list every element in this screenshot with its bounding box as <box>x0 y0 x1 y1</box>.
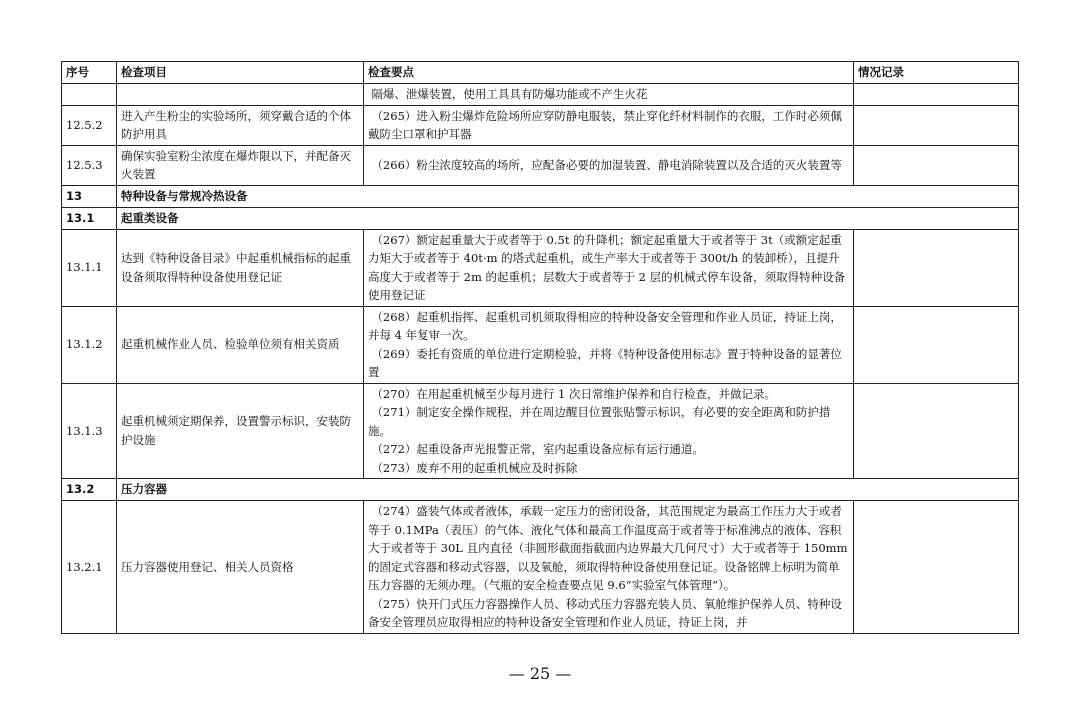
inspection-requirements <box>364 383 854 479</box>
inspection-item <box>117 84 364 106</box>
item-number <box>62 84 117 106</box>
section-row <box>62 479 1019 501</box>
record-cell[interactable] <box>854 383 1019 479</box>
table-row <box>62 145 1019 185</box>
section-row <box>62 207 1019 229</box>
table-row <box>62 229 1019 306</box>
inspection-item: 起重机械作业人员、检验单位须有相关资质 <box>117 306 364 383</box>
header-col-requirement: 检查要点 <box>364 62 854 84</box>
requirement-text: （274）盛装气体或者液体，承载一定压力的密闭设备，其范围规定为最高工作压力大于或者等于 0.1MPa（表压）的气体、液化气体和最高工作温度高于或者等于标准沸点的液体、容积大于或者等于 30L 且内直径（非圆形截面指截面内边界最大几何尺寸）大于或者等于 150mm 的固定式容器和移动式容器，以及氧舱，须取得特种设备使用登记证。设备铭牌上标明为简单压力容器的无须办理。（气瓶的安全检查要点见 9.6“实验室气体管理”）。 <box>368 504 848 592</box>
record-cell[interactable] <box>854 229 1019 306</box>
requirement-text: （272）起重设备声光报警正常，室内起重设备应标有运行通道。 <box>371 442 704 456</box>
table-header-row <box>62 62 1019 84</box>
requirement-text: （275）快开门式压力容器操作人员、移动式压力容器充装人员、氧舱维护保养人员、特种设备安全管理员应取得相应的特种设备安全管理和作业人员证，持证上岗，并 <box>368 596 842 629</box>
table-row <box>62 383 1019 479</box>
inspection-requirements <box>364 105 854 145</box>
item-number: 13.1.2 <box>62 306 117 383</box>
inspection-item: 进入产生粉尘的实验场所，须穿戴合适的个体防护用具 <box>117 105 364 145</box>
record-cell[interactable] <box>854 306 1019 383</box>
table-row <box>62 105 1019 145</box>
requirement-text: （271）制定安全操作规程，并在周边醒目位置张贴警示标识，有必要的安全距离和防护措施。 <box>368 405 831 438</box>
item-number: 13.2.1 <box>62 501 117 634</box>
section-number: 13.1 <box>62 207 117 229</box>
header-col-item: 检查项目 <box>117 62 364 84</box>
section-title: 起重类设备 <box>117 207 1019 229</box>
page-number: — 25 — <box>508 664 572 683</box>
record-cell[interactable] <box>854 501 1019 634</box>
section-title: 压力容器 <box>117 479 1019 501</box>
table-row <box>62 306 1019 383</box>
item-number: 12.5.2 <box>62 105 117 145</box>
item-number: 13.1.3 <box>62 383 117 479</box>
inspection-table <box>61 61 1019 634</box>
inspection-requirements <box>364 145 854 185</box>
item-number: 12.5.3 <box>62 145 117 185</box>
section-number: 13 <box>62 185 117 207</box>
inspection-item: 起重机械须定期保养，设置警示标识，安装防护设施 <box>117 383 364 479</box>
header-col-record: 情况记录 <box>854 62 1019 84</box>
record-cell[interactable] <box>854 84 1019 106</box>
inspection-item: 压力容器使用登记、相关人员资格 <box>117 501 364 634</box>
inspection-item: 达到《特种设备目录》中起重机械指标的起重设备须取得特种设备使用登记证 <box>117 229 364 306</box>
requirement-text: （269）委托有资质的单位进行定期检验，并将《特种设备使用标志》置于特种设备的显著位置 <box>368 346 842 379</box>
record-cell[interactable] <box>854 105 1019 145</box>
inspection-item: 确保实验室粉尘浓度在爆炸限以下，并配备灭火装置 <box>117 145 364 185</box>
section-title: 特种设备与常规冷热设备 <box>117 185 1019 207</box>
requirement-text: 隔爆、泄爆装置，使用工具具有防爆功能或不产生火花 <box>371 87 648 101</box>
requirement-text: （267）额定起重量大于或者等于 0.5t 的升降机；额定起重量大于或者等于 3t（或额定起重力矩大于或者等于 40t·m 的塔式起重机，或生产率大于或者等于 300t/h 的装卸桥），且提升高度大于或者等于 2m 的起重机；层数大于或者等于 2 层的机械式停车设备，须取得特种设备使用登记证 <box>368 232 846 302</box>
requirement-text: （270）在用起重机械至少每月进行 1 次日常维护保养和自行检查，并做记录。 <box>371 386 777 401</box>
requirement-text: （266）粉尘浓度较高的场所，应配备必要的加湿装置、静电消除装置以及合适的灭火装置等 <box>371 157 842 172</box>
table-row <box>62 501 1019 634</box>
requirement-text: （273）废弃不用的起重机械应及时拆除 <box>371 460 578 475</box>
section-number: 13.2 <box>62 479 117 501</box>
header-col-no: 序号 <box>62 62 117 84</box>
item-number: 13.1.1 <box>62 229 117 306</box>
section-row <box>62 185 1019 207</box>
requirement-text: （268）起重机指挥、起重机司机须取得相应的特种设备安全管理和作业人员证，持证上岗，并每 4 年复审一次。 <box>368 309 842 342</box>
table-row <box>62 84 1019 106</box>
inspection-requirements <box>364 84 854 106</box>
requirement-text: （265）进入粉尘爆炸危险场所应穿防静电服装，禁止穿化纤材料制作的衣服，工作时必须佩戴防尘口罩和护耳器 <box>368 108 842 141</box>
inspection-requirements <box>364 229 854 306</box>
inspection-requirements <box>364 306 854 383</box>
inspection-requirements <box>364 501 854 634</box>
record-cell[interactable] <box>854 145 1019 185</box>
